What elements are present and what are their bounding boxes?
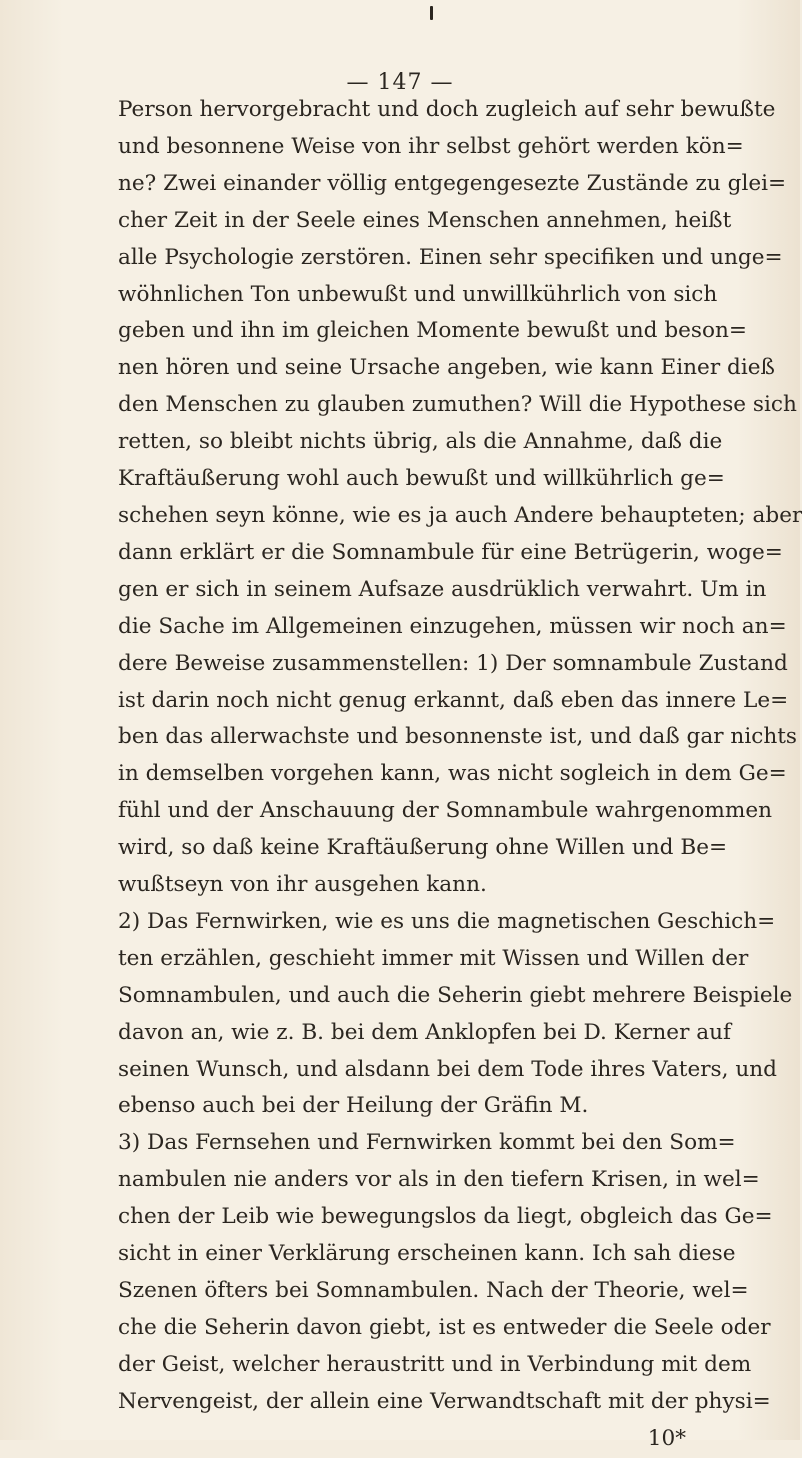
- text-line: Somnambulen, und auch die Seherin giebt mehrere Beispiele: [118, 982, 793, 1008]
- text-line: alle Psychologie zerstören. Einen sehr specifiken und unge=: [118, 244, 783, 270]
- text-line: dere Beweise zusammenstellen: 1) Der somnambule Zustand: [118, 650, 788, 676]
- text-line: sicht in einer Verklärung erscheinen kann. Ich sah diese: [118, 1241, 736, 1267]
- text-line: 2) Das Fernwirken, wie es uns die magnetischen Geschich=: [118, 908, 776, 934]
- text-line: geben und ihn im gleichen Momente bewußt und beson=: [118, 318, 748, 344]
- text-line: gen er sich in seinem Aufsaze ausdrüklich verwahrt. Um in: [118, 576, 767, 602]
- text-line: fühl und der Anschauung der Somnambule wahrgenommen: [118, 798, 773, 824]
- text-line: und besonnene Weise von ihr selbst gehört werden kön=: [118, 133, 744, 159]
- text-line: nen hören und seine Ursache angeben, wie kann Einer dieß: [118, 355, 775, 381]
- text-line: die Sache im Allgemeinen einzugehen, müssen wir noch an=: [118, 613, 787, 639]
- page-number-header: — 147 —: [346, 70, 454, 95]
- text-line: schehen seyn könne, wie es ja auch Andere behaupteten; aber: [118, 502, 802, 528]
- text-line: ten erzählen, geschieht immer mit Wissen und Willen der: [118, 945, 749, 971]
- text-line: ne? Zwei einander völlig entgegengesezte Zustände zu glei=: [118, 170, 787, 196]
- text-line: ebenso auch bei der Heilung der Gräfin M.: [118, 1093, 589, 1119]
- text-line: Nervengeist, der allein eine Verwandtschaft mit der physi=: [118, 1388, 771, 1414]
- text-line: 3) Das Fernsehen und Fernwirken kommt bei den Som=: [118, 1130, 736, 1156]
- text-line: den Menschen zu glauben zumuthen? Will die Hypothese sich: [118, 392, 797, 418]
- text-line: Szenen öfters bei Somnambulen. Nach der Theorie, wel=: [118, 1278, 749, 1303]
- text-line: wöhnlichen Ton unbewußt und unwillkührlich von sich: [118, 281, 718, 307]
- text-line: wußtseyn von ihr ausgehen kann.: [118, 872, 487, 898]
- text-line: seinen Wunsch, und alsdann bei dem Tode ihres Vaters, und: [118, 1056, 777, 1082]
- text-line: chen der Leib wie bewegungslos da liegt, obgleich das Ge=: [118, 1204, 773, 1230]
- text-line: Kraftäußerung wohl auch bewußt und willkührlich ge=: [118, 466, 725, 492]
- text-line: dann erklärt er die Somnambule für eine Betrügerin, woge=: [118, 539, 783, 565]
- text-line: in demselben vorgehen kann, was nicht sogleich in dem Ge=: [118, 761, 787, 787]
- text-line: che die Seherin davon giebt, ist es entweder die Seele oder: [118, 1314, 771, 1340]
- text-line: nambulen nie anders vor als in den tiefern Krisen, in wel=: [118, 1167, 760, 1193]
- ink-mark: [430, 6, 433, 20]
- text-line: Person hervorgebracht und doch zugleich auf sehr bewußte: [118, 97, 776, 122]
- text-line: ben das allerwachste und besonnenste ist, und daß gar nichts: [118, 724, 797, 750]
- body-text: [118, 92, 802, 1458]
- text-line: ist darin noch nicht genug erkannt, daß eben das innere Le=: [118, 687, 789, 713]
- text-line: der Geist, welcher heraustritt und in Verbindung mit dem: [118, 1351, 752, 1377]
- text-line: cher Zeit in der Seele eines Menschen annehmen, heißt: [118, 207, 732, 233]
- signature-mark: 10*: [647, 1425, 686, 1451]
- text-line: davon an, wie z. B. bei dem Anklopfen bei D. Kerner auf: [118, 1019, 732, 1045]
- text-line: wird, so daß keine Kraftäußerung ohne Willen und Be=: [118, 835, 728, 861]
- text-line: retten, so bleibt nichts übrig, als die Annahme, daß die: [118, 429, 723, 455]
